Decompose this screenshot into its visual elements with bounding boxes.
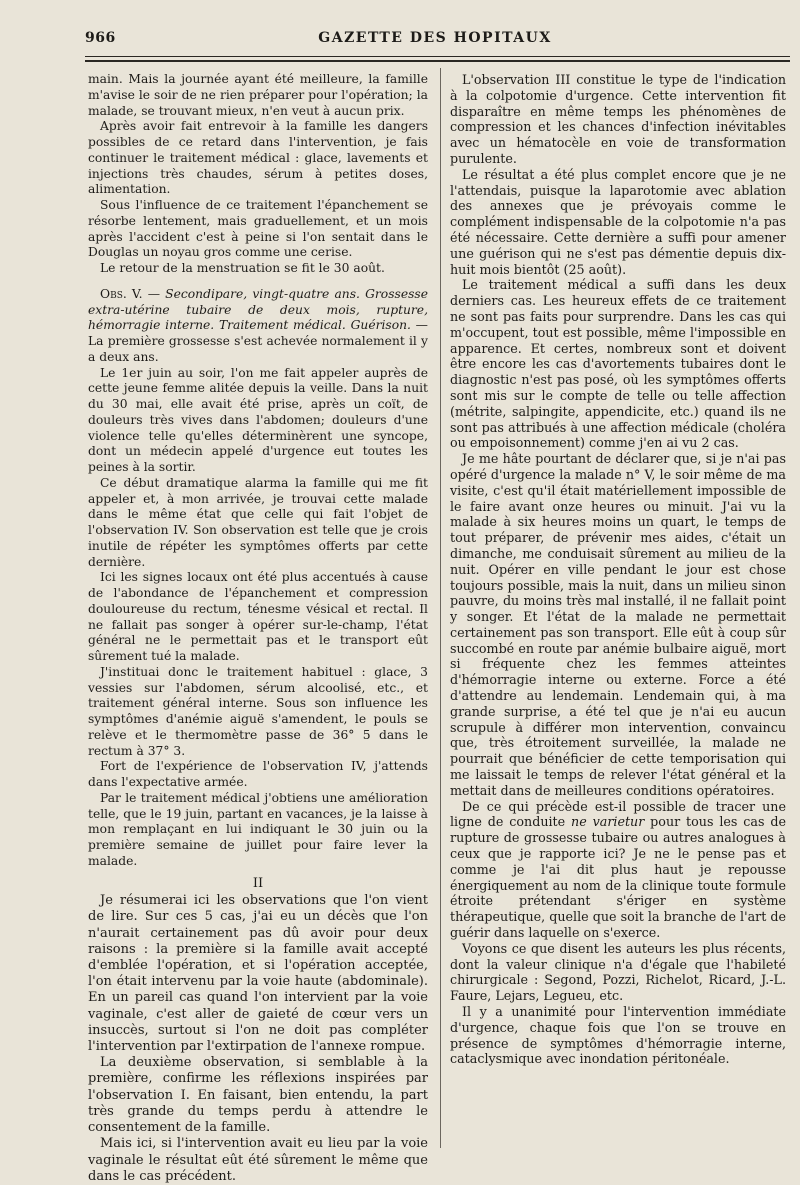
paragraph: Il y a unanimité pour l'intervention immédiate d'urgence, chaque fois que l'on se trouve en présence de symptômes d'hémorragie interne, cataclysmique avec inondation péritonéale. <box>450 1004 786 1067</box>
paragraph <box>450 799 786 941</box>
paragraph: Voyons ce que disent les auteurs les plus récents, dont la valeur clinique n'a d'égale que l'habileté chirurgicale : Segond, Pozzi, Richelot, Ricard, J.-L. Faure, Lejars, Legueu, etc. <box>450 940 786 1004</box>
paragraph-text: De ce qui précède est-il possible de tracer une ligne de conduite <box>450 798 786 830</box>
journal-title: GAZETTE DES HOPITAUX <box>318 30 552 46</box>
header-rule-thin <box>85 56 790 57</box>
paragraph: J'instituai donc le traitement habituel : glace, 3 vessies sur l'abdomen, sérum alcoolisé, etc., et traitement général interne. Sous son influence les symptômes d'anémie aiguë s'amendent, le pouls se relève et le thermomètre passe de 36° 5 dans le rectum à 37° 3. <box>88 664 428 758</box>
paragraph: Après avoir fait entrevoir à la famille les dangers possibles de ce retard dans l'intervention, je fais continuer le traitement médical : glace, lavements et injections très chaudes, sérum à petites doses, alimentation. <box>88 119 428 197</box>
paragraph: Le traitement médical a suffi dans les deux derniers cas. Les heureux effets de ce traitement ne sont pas faits pour surprendre. Dans les cas qui m'occupent, tout est possible, même l'impossible en apparence. Et certes, nombreux sont et doivent être encore les cas d'avortements tubaires dont le diagnostic n'est pas posé, où les symptômes offerts sont mis sur le compte de telle ou telle affection (métrite, salpingite, appendicite, etc.) quand ils ne sont pas attribués à une affection médicale (choléra ou empoisonnement) comme j'en ai vu 2 cas. <box>450 277 786 451</box>
paragraph: Je me hâte pourtant de déclarer que, si je n'ai pas opéré d'urgence la malade n° V, le soir même de ma visite, c'est qu'il était matériellement impossible de le faire avant onze heures ou minuit. J'ai vu la malade à six heures moins un quart, le temps de tout préparer, de prévenir mes aides, c'était un dimanche, me conduisait sûrement au milieu de la nuit. Opérer en ville pendant le jour est chose toujours possible, mais la nuit, dans un milieu sinon pauvre, du moins très mal installé, il ne fallait point y songer. Et l'état de la malade ne permettait certainement pas son transport. Elle eût à coup sûr succombé en route par anémie bulbaire aiguë, mort si fréquente chez les femmes atteintes d'hémorragie interne ou externe. Force a été d'attendre au lendemain. Lendemain qui, à ma grande surprise, a été tel que je n'ai eu aucun scrupule à différer mon intervention, convaincu que, très étroitement surveillée, la malade ne pourrait que bénéficier de cette temporisation qui me laissait le temps de relever l'état général et la mettait dans de meilleures conditions opératoires. <box>450 451 786 798</box>
paragraph: Sous l'influence de ce traitement l'épanchement se résorbe lentement, mais graduellement, et un mois après l'accident c'est à peine si l'on sentait dans le Douglas un noyau gros comme une cerise. <box>88 198 428 260</box>
paragraph: Mais ici, si l'intervention avait eu lieu par la voie vaginale le résultat eût été sûrement le même que dans le cas précédent. <box>88 1136 428 1184</box>
paragraph: Je résumerai ici les observations que l'on vient de lire. Sur ces 5 cas, j'ai eu un décès que l'on n'aurait certainement pas dû avoir pour deux raisons : la première si la famille avait accepté d'emblée l'opération, et si l'opération acceptée, l'on était intervenu par la voie haute (abdominale). En un pareil cas quand l'on intervient par la voie vaginale, c'est aller de gaieté de cœur vers un insuccès, surtout si l'on ne doit pas compléter l'intervention par l'extirpation de l'annexe rompue. <box>88 893 428 1055</box>
latin-phrase: ne varietur <box>571 814 645 830</box>
header-rule-thick <box>85 60 790 62</box>
page-number: 966 <box>85 30 116 46</box>
paragraph: Le retour de la menstruation se fit le 30 août. <box>100 261 385 275</box>
paragraph: Fort de l'expérience de l'observation IV, j'attends dans l'expectative armée. <box>88 759 428 789</box>
paragraph: Ici les signes locaux ont été plus accentués à cause de l'abondance de l'épanchement et compression douloureuse du rectum, ténesme vésical et rectal. Il ne fallait pas songer à opérer sur-le-champ, l'état général ne le permettait pas et le transport eût sûrement tué la malade. <box>88 570 428 663</box>
paragraph: Le 1er juin au soir, l'on me fait appeler auprès de cette jeune femme alitée depuis la veille. Dans la nuit du 30 mai, elle avait été prise, après un coït, de douleurs très vives dans l'abdomen; douleurs d'une violence telle qu'elles déterminèrent une syncope, dont un médecin appelé d'urgence eut toutes les peines à la sortir. <box>88 365 428 474</box>
paragraph: Le résultat a été plus complet encore que je ne l'attendais, puisque la laparotomie avec ablation des annexes que je prévoyais comme le complément indispensable de la colpotomie n'a pas été nécessaire. Cette dernière a suffi pour amener une guérison qui ne s'est pas démentie depuis dix-huit mois bientôt (25 août). <box>450 166 786 277</box>
observation-title: — Secondipare, vingt-quatre ans. Grossesse extra-utérine tubaire de deux mois, rupture, hémorragie interne. Traitement médical. Guérison. <box>88 286 428 333</box>
right-column <box>450 72 786 1067</box>
column-separator <box>440 68 441 1148</box>
observation-intro: — La première grossesse s'est achevée normalement il y a deux ans. <box>88 318 428 364</box>
page-header <box>85 30 785 52</box>
paragraph: Par le traitement médical j'obtiens une amélioration telle, que le 19 juin, partant en vacances, je la laisse à mon remplaçant en lui indiquant le 30 juin ou la première semaine de juillet pour faire lever la malade. <box>88 790 428 868</box>
paragraph: main. Mais la journée ayant été meilleure, la famille m'avise le soir de ne rien préparer pour l'opération; la malade, se trouvant mieux, n'en veut à aucun prix. <box>88 72 428 118</box>
paragraph: L'observation III constitue le type de l'indication à la colpotomie d'urgence. Cette intervention fit disparaître en même temps les phénomènes de compression et les chances d'infection inévitables avec un hématocèle en voie de transformation purulente. <box>450 72 786 166</box>
paragraph-text: pour tous les cas de rupture de grossesse tubaire ou autres analogues à ceux que je rapporte ici? Je ne le pense pas et comme je l'ai dit plus haut je repousse énergiquement au nom de la clinique toute formule étroite prétendant s'ériger en système thérapeutique, quelle que soit la branche de l'art de guérir dans laquelle on s'exerce. <box>450 814 786 941</box>
observation-label: Obs. V. <box>100 286 143 301</box>
section-number: II <box>252 875 264 891</box>
observation-heading <box>88 287 428 366</box>
paragraph: Ce début dramatique alarma la famille qui me fit appeler et, à mon arrivée, je trouvai cette malade dans le même état que celle qui fait l'objet de l'observation IV. Son observation est telle que je crois inutile de répéter les symptômes offerts par cette dernière. <box>88 475 428 569</box>
left-column <box>88 72 428 1185</box>
paragraph: La deuxième observation, si semblable à la première, confirme les réflexions inspirées par l'observation I. En faisant, bien entendu, la part très grande du temps perdu à attendre le consentement de la famille. <box>88 1055 428 1136</box>
